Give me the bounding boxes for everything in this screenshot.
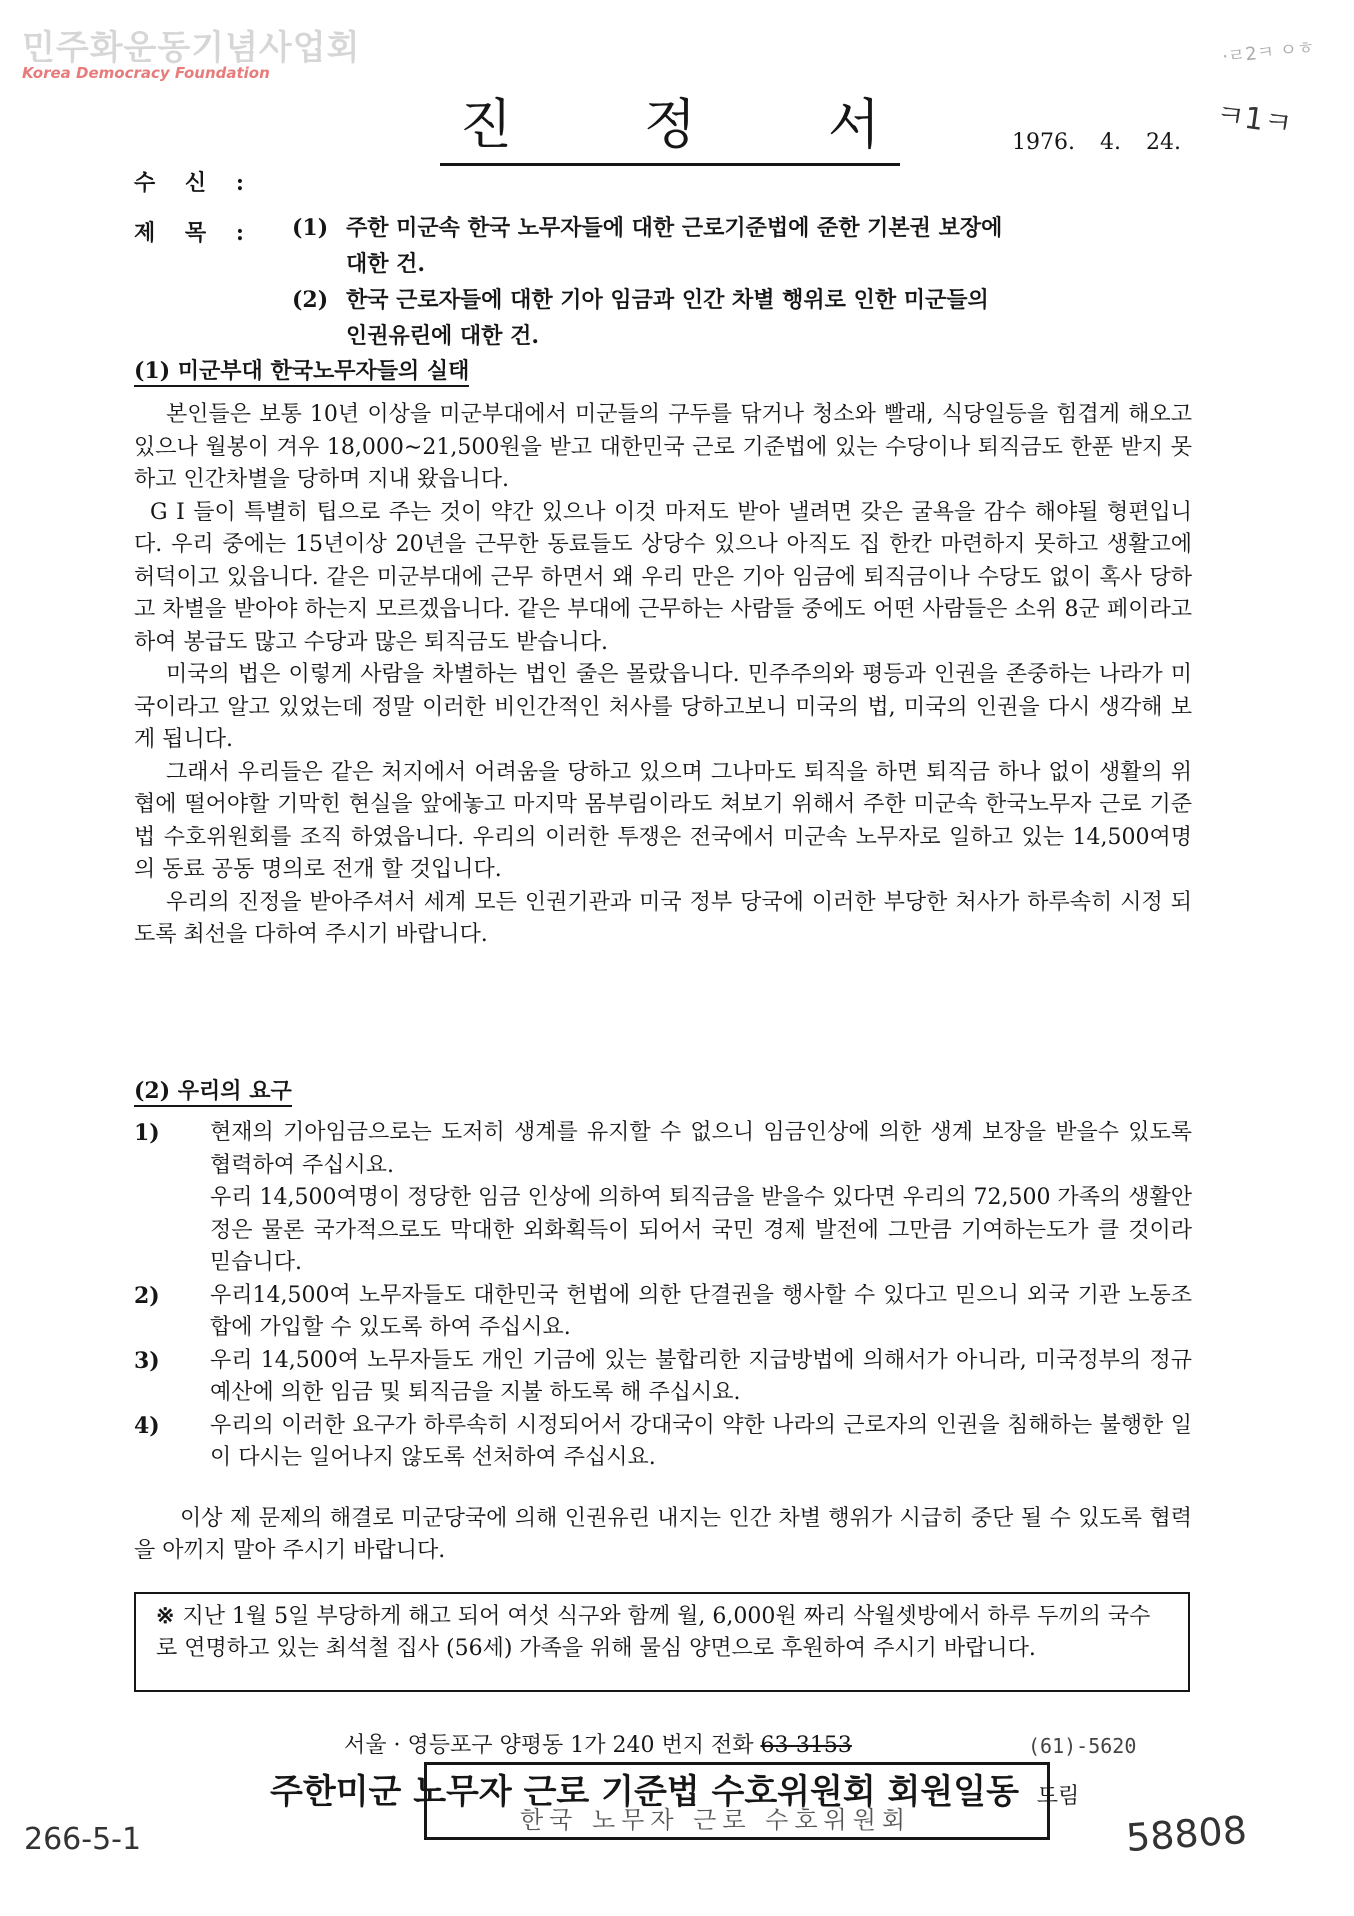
section-1-heading: (1) 미군부대 한국노무자들의 실태 xyxy=(134,358,469,387)
notice-text: 지난 1월 5일 부당하게 해고 되어 여섯 식구와 함께 월, 6,000원 짜리 삭월셋방에서 하루 두끼의 국수로 연명하고 있는 최석철 집사 (56세) 가족을 위해 물심 양면으로 후원하여 주시기 바랍니다. xyxy=(156,1604,1151,1661)
sender-name xyxy=(270,1764,1079,1813)
subject-item-line: 인권유린에 대한 건. xyxy=(346,323,539,349)
notice-symbol: ※ xyxy=(156,1603,175,1629)
subject-item-line: 한국 근로자들에 대한 기아 임금과 인간 차별 행위로 인한 미군들의 xyxy=(346,287,989,313)
demand-item-text: 우리의 이러한 요구가 하루속히 시정되어서 강대국이 약한 나라의 근로자의 인권을 침해하는 불행한 일이 다시는 일어나지 않도록 선처하여 주십시요. xyxy=(210,1412,1192,1470)
demand-item-text: 우리14,500여 노무자들도 대한민국 헌법에 의한 단결권을 행사할 수 있다고 믿으니 외국 기관 노동조합에 가입할 수 있도록 하여 주십시요. xyxy=(210,1282,1192,1340)
demand-item-extra: 우리 14,500여명이 정당한 임금 인상에 의하여 퇴직금을 받을수 있다면 우리의 72,500 가족의 생활안정은 물론 국가적으로도 막대한 외화획득이 되어서 국민 경제 발전에 그만큼 기여하는도가 클 것이라 믿습니다. xyxy=(210,1185,1192,1275)
demand-item xyxy=(134,1117,1192,1280)
watermark-org-korean: 민주화운동기념사업회 xyxy=(22,28,361,68)
demand-item-text: 우리 14,500여 노무자들도 개인 기금에 있는 불합리한 지급방법에 의해서가 아니라, 미국정부의 정규예산에 의한 임금 및 퇴직금을 지불 하도록 해 주십시요. xyxy=(210,1347,1192,1405)
demand-item-number: 1) xyxy=(134,1120,160,1146)
phone-struck: 63-3153 xyxy=(760,1733,852,1758)
section-1 xyxy=(134,354,1192,952)
subject-item-number: (1) xyxy=(292,215,329,241)
demand-item-number: 3) xyxy=(134,1347,160,1374)
subject-item-line: 주한 미군속 한국 노무자들에 대한 근로기준법에 준한 기본권 보장에 xyxy=(346,215,1003,241)
title-char: 정 xyxy=(643,93,697,156)
subject-item-number: (2) xyxy=(292,287,329,313)
subject-list xyxy=(292,210,1192,354)
stamp-overlay-text: 한국 노무자 근로 수호위원회 xyxy=(520,1806,912,1834)
address-text: 서울 · 영등포구 양평동 1가 240 번지 전화 xyxy=(344,1733,754,1758)
document-date: 1976. 4. 24. xyxy=(1012,130,1181,155)
watermark-org-english: Korea Democracy Foundation xyxy=(22,64,270,82)
sender-org: 주한미군 노무자 근로 기준법 수호위원회 회원일동 xyxy=(270,1772,1019,1812)
title-char: 서 xyxy=(827,93,880,156)
phone-handwritten: (61)-5620 xyxy=(1028,1734,1137,1758)
title-char: 진 xyxy=(460,93,513,156)
handwritten-note-top-right: ㅋ1ㅋ xyxy=(1213,96,1295,143)
handwritten-note-bottom-right: 58808 xyxy=(1124,1807,1249,1861)
handwritten-note-faint: ·ㄹ2ㅋ ㅇㅎ xyxy=(1221,37,1316,68)
sender-suffix: 드림 xyxy=(1036,1784,1080,1809)
subject-item xyxy=(292,282,1192,354)
notice-box xyxy=(134,1592,1190,1692)
paragraph: 우리의 진정을 받아주셔서 세계 모든 인권기관과 미국 정부 당국에 이러한 부당한 처사가 하루속히 시정 되도록 최선을 다하여 주시기 바랍니다. xyxy=(134,889,1192,947)
handwritten-note-bottom-left: 266-5-1 xyxy=(24,1822,142,1857)
subject-item-line: 대한 건. xyxy=(346,251,426,277)
subject-label: 제 목 : xyxy=(134,220,244,246)
section-2 xyxy=(134,1074,1192,1568)
demand-item xyxy=(134,1410,1192,1475)
subject-item xyxy=(292,210,1192,282)
recipient-label: 수 신 : xyxy=(134,170,244,196)
paragraph: G I 들이 특별히 팁으로 주는 것이 약간 있으나 이것 마저도 받아 낼려면 갖은 굴욕을 감수 해야될 형편입니다. 우리 중에는 15년이상 20년을 근무한 동료들도 상당수 있으나 아직도 집 한칸 마련하지 못하고 생활고에 허덕이고 있읍니다. 같은 미군부대에 근무 하면서 왜 우리 만은 기아 임금에 퇴직금이나 수당도 없이 혹사 당하고 차별을 받아야 하는지 모르겠읍니다. 같은 부대에 근무하는 사람들 중에도 어떤 사람들은 소위 8군 페이라고 하여 봉급도 많고 수당과 많은 퇴직금도 받습니다. xyxy=(134,499,1192,655)
demand-item-number: 2) xyxy=(134,1282,160,1309)
sender-address xyxy=(344,1728,852,1759)
section-2-heading: (2) 우리의 요구 xyxy=(134,1078,292,1107)
demand-item-number: 4) xyxy=(134,1412,160,1439)
demand-item xyxy=(134,1280,1192,1345)
paragraph: 본인들은 보통 10년 이상을 미군부대에서 미군들의 구두를 닦거나 청소와 빨래, 식당일등을 힘겹게 해오고 있으나 월봉이 겨우 18,000∼21,500원을 받고 대한민국 근로 기준법에 있는 수당이나 퇴직금도 한푼 받지 못 하고 인간차별을 당하며 지내 왔읍니다. xyxy=(134,402,1192,492)
document-title xyxy=(440,82,900,166)
demand-item-text: 현재의 기아임금으로는 도저히 생계를 유지할 수 없으니 임금인상에 의한 생계 보장을 받을수 있도록 협력하여 주십시요. xyxy=(210,1120,1192,1178)
paragraph: 그래서 우리들은 같은 처지에서 어려움을 당하고 있으며 그나마도 퇴직을 하면 퇴직금 하나 없이 생활의 위협에 떨어야할 기막힌 현실을 앞에놓고 마지막 몸부림이라도 쳐보기 위해서 주한 미군속 한국노무자 근로 기준법 수호위원회를 조직 하였읍니다. 우리의 이러한 투쟁은 전국에서 미군속 노무자로 일하고 있는 14,500여명의 동료 공동 명의로 전개 할 것입니다. xyxy=(134,759,1192,882)
closing-paragraph: 이상 제 문제의 해결로 미군당국에 의해 인권유린 내지는 인간 차별 행위가 시급히 중단 될 수 있도록 협력을 아끼지 말아 주시기 바랍니다. xyxy=(134,1505,1192,1563)
paragraph: 미국의 법은 이렇게 사람을 차별하는 법인 줄은 몰랐읍니다. 민주주의와 평등과 인권을 존중하는 나라가 미국이라고 알고 있었는데 정말 이러한 비인간적인 처사를 당하고보니 미국의 법, 미국의 인권을 다시 생각해 보게 됩니다. xyxy=(134,662,1192,752)
demand-item xyxy=(134,1345,1192,1410)
